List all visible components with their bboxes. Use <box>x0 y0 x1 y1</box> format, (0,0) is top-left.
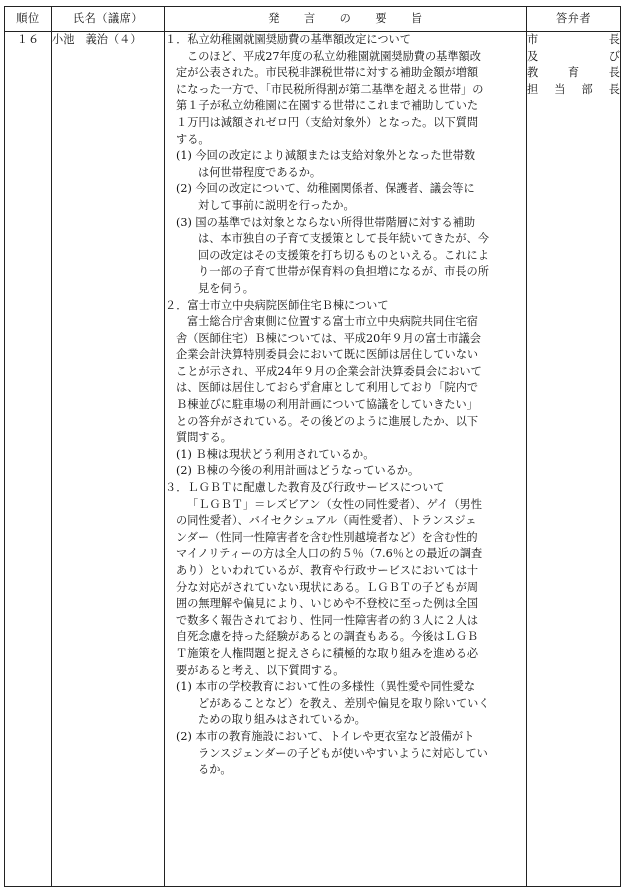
speech-line: (3) 国の基準では対象とならない所得世帯階層に対する補助 <box>176 215 476 229</box>
speech-line: ２．富士市立中央病院医師住宅Ｂ棟について <box>165 298 389 312</box>
speech-line: 自死念慮を持った経験があるとの調査もある。今後はＬＧＢ <box>176 630 479 644</box>
speech-line: は、医師は居住しておらず倉庫として利用しており「院内で <box>176 381 479 395</box>
header-name: 氏名（議席） <box>52 7 165 32</box>
speech-line: り一部の子育て世帯が保育料の負担増になるが、市長の所 <box>198 265 489 279</box>
speech-line: (1) 本市の学校教育において性の多様性（異性愛や同性愛な <box>176 680 476 694</box>
speech-summary-cell <box>165 32 527 887</box>
respondent-char: 教 <box>527 66 539 80</box>
speech-line: ための取り組みはされているか。 <box>198 713 366 727</box>
speech-line: ３．ＬＧＢＴに配慮した教育及び行政サービスについて <box>165 481 445 495</box>
speech-line: (2) 今回の改定について、幼稚園関係者、保護者、議会等に <box>176 182 475 196</box>
speech-line: 分な対応がされていない現状にある。ＬＧＢＴの子どもが周 <box>176 580 479 594</box>
speech-line: ことが示され、平成24年９月の企業会計決算委員会において <box>176 364 482 378</box>
speech-line: 対して事前に説明を行ったか。 <box>198 198 355 212</box>
header-respondent: 答弁者 <box>527 7 621 32</box>
speech-line: の同性愛者）、バイセクシュアル（両性愛者）、トランスジェ <box>176 514 477 528</box>
speech-line: (2) Ｂ棟の今後の利用計画はどうなっているか。 <box>176 464 420 478</box>
header-speech-char: 旨 <box>411 11 423 25</box>
respondent-char: 及 <box>527 49 539 63</box>
respondent-char: 担 <box>527 82 539 96</box>
speech-line: 質問する。 <box>176 431 232 445</box>
speech-line: Ｔ施策を人権問題と捉えさらに積極的な取り組みを進める必 <box>176 646 479 660</box>
speech-line: との答弁がされている。その後どのように進展したか、以下 <box>176 414 479 428</box>
respondent-line <box>527 82 620 99</box>
speech-line: 第１子が私立幼稚園に在園する世帯にこれまで補助していた <box>176 99 479 113</box>
respondent-line <box>527 65 620 82</box>
respondent-char: 育 <box>567 66 580 80</box>
header-speech-char: 発 <box>268 11 280 25</box>
speech-line: (1) Ｂ棟は現状どう利用されているか。 <box>176 447 375 461</box>
speech-line: マイノリティーの方は全人口の約５％（7.6％との最近の調査 <box>176 547 483 561</box>
respondent-char: 長 <box>608 82 620 96</box>
speech-line: １．私立幼稚園就園奨励費の基準額改定について <box>165 33 411 46</box>
speech-line: ランスジェンダーの子どもが使いやすいように対応してい <box>198 746 488 760</box>
header-speech-char: 要 <box>375 11 388 25</box>
header-speech-summary <box>165 7 527 32</box>
speech-line: する。 <box>176 132 210 146</box>
respondent-char: 長 <box>608 33 620 46</box>
respondent-cell <box>527 32 621 887</box>
speech-line: になった一方で、「市民税所得割が第二基準を超える世帯」の <box>176 82 484 96</box>
name-cell: 小池 義治（４） <box>52 32 165 887</box>
speech-line: どがあることなど）を教え、差別や偏見を取り除いていく <box>198 696 490 710</box>
speech-line: ンダー（性同一性障害者を含む性別越境者など）を含む性的 <box>176 530 478 544</box>
speech-line: あり）といわれているが、教育や行政サービスにおいては十 <box>176 564 479 577</box>
respondent-char: 市 <box>527 33 539 46</box>
speech-line: (2) 本市の教育施設において、トイレや更衣室など設備がト <box>176 729 475 743</box>
speech-line: 回の改定はその支援策を打ち切るものといえる。これによ <box>198 248 489 262</box>
question-row <box>5 32 621 887</box>
respondent-char: び <box>608 49 620 63</box>
speech-line: は、本市独自の子育て支援策として長年続いてきたが、今 <box>198 232 489 246</box>
respondent-char: 部 <box>581 82 593 96</box>
speech-line: 要があると考え、以下質問する。 <box>176 663 345 677</box>
speech-line: １万円は減額されゼロ円（支給対象外）となった。以下質問 <box>176 115 479 129</box>
speech-line: 富士総合庁舎東側に位置する富士市立中央病院共同住宅宿 <box>187 315 478 329</box>
speech-line: 企業会計決算特別委員会において既に医師は居住していない <box>176 348 479 362</box>
header-speech-char: 言 <box>303 11 316 25</box>
header-speech-char: の <box>339 11 352 25</box>
speech-line: 囲の無理解や偏見により、いじめや不登校に至った例は全国 <box>176 597 479 611</box>
respondent-line <box>527 32 620 49</box>
speech-line: で数多く報告されており、性同一性障害者の約３人に２人は <box>176 613 479 627</box>
respondent-char: 当 <box>554 82 566 96</box>
speech-line: は何世帯程度であるか。 <box>198 165 322 179</box>
speech-line: (1) 今回の改定により減額または支給対象外となった世帯数 <box>176 149 476 163</box>
respondent-char: 長 <box>608 66 620 80</box>
speech-line: 「ＬＧＢＴ」＝レズビアン（女性の同性愛者）、ゲイ（男性 <box>187 497 482 511</box>
speech-line: 舎（医師住宅）Ｂ棟については、平成20年９月の富士市議会 <box>176 331 481 345</box>
speech-line: 定が公表された。市民税非課税世帯に対する補助金額が増額 <box>176 66 479 80</box>
header-row <box>5 7 621 32</box>
speech-line: るか。 <box>198 763 232 777</box>
speech-line: 見を伺う。 <box>198 281 254 295</box>
speech-line: このほど、平成27年度の私立幼稚園就園奨励費の基準額改 <box>187 49 481 63</box>
question-table <box>4 6 621 887</box>
order-cell: １６ <box>5 32 52 887</box>
respondent-line <box>527 49 620 66</box>
header-order: 順位 <box>5 7 52 32</box>
speech-line: Ｂ棟並びに駐車場の利用計画について協議をしていきたい」 <box>176 398 478 412</box>
